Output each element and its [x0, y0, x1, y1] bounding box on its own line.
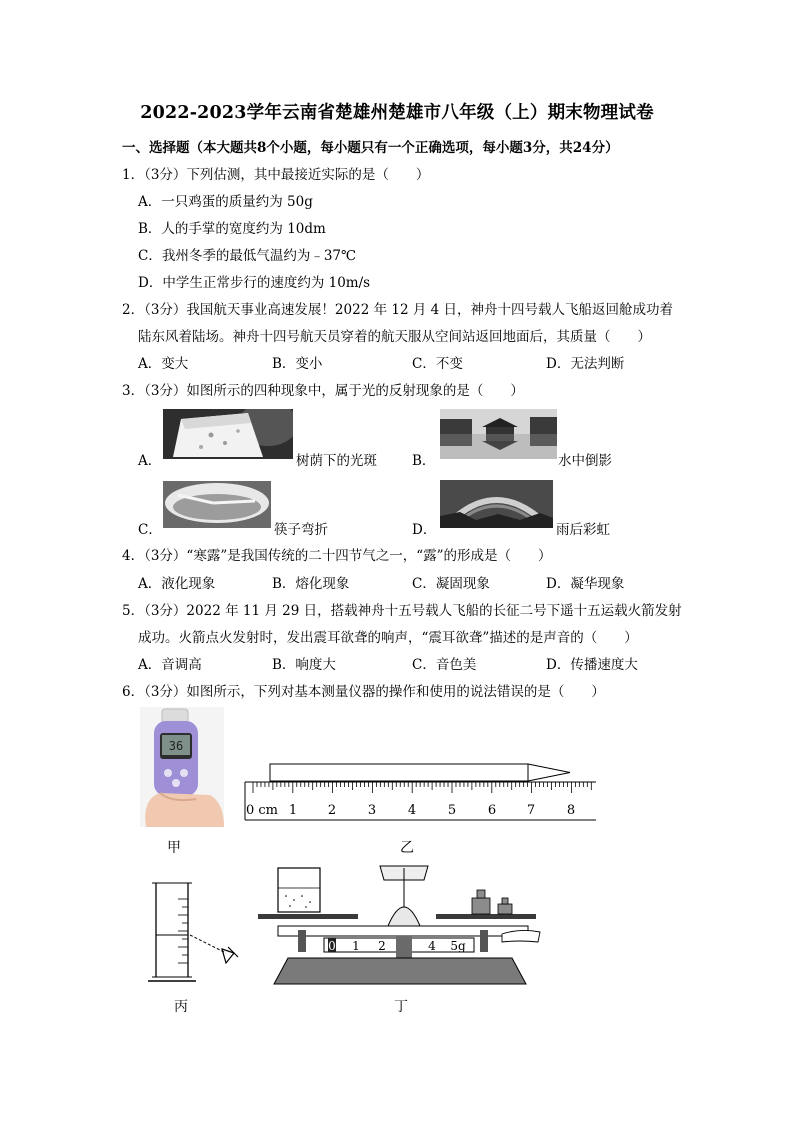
balance-number-2: 2 — [378, 939, 386, 953]
question-3-option-d-letter: D． — [412, 522, 437, 538]
question-5-option-c: C．音色美 — [412, 657, 477, 673]
question-1-option-b: B．人的手掌的宽度约为 10dm — [138, 221, 326, 237]
question-5-option-d: D．传播速度大 — [546, 657, 638, 673]
question-2-stem-line1: 2．（3分）我国航天事业高速发展！2022 年 12 月 4 日，神舟十四号载人飞船返回舱成功着 — [122, 302, 674, 318]
question-3-option-c-caption: 筷子弯折 — [274, 522, 328, 538]
thermometer-display: 36 — [168, 739, 184, 753]
label-bing: 丙 — [174, 999, 188, 1015]
label-ding: 丁 — [394, 999, 408, 1015]
question-3-option-a-caption: 树荫下的光斑 — [296, 453, 377, 469]
ruler-number-6: 6 — [487, 803, 497, 818]
infrared-thermometer-photo — [140, 707, 224, 827]
question-3-option-a-letter: A． — [138, 453, 162, 469]
label-yi: 乙 — [400, 840, 414, 856]
question-3-option-d-caption: 雨后彩虹 — [556, 522, 610, 538]
question-3-stem: 3．（3分）如图所示的四种现象中，属于光的反射现象的是（ ） — [122, 383, 524, 399]
question-5-stem-line2: 成功。火箭点火发射时，发出震耳欲聋的响声，“震耳欲聋”描述的是声音的（ ） — [138, 630, 638, 646]
question-5-option-b: B．响度大 — [272, 657, 336, 673]
question-5-stem-line1: 5．（3分）2022 年 11 月 29 日，搭载神舟十五号载人飞船的长征二号下遥十五运载火箭发射 — [122, 603, 682, 619]
question-3-option-b-letter: B． — [412, 453, 436, 469]
balance-number-4: 4 — [428, 939, 436, 953]
question-2-stem-line2: 陆东风着陆场。神舟十四号航天员穿着的航天服从空间站返回地面后，其质量（ ） — [138, 329, 651, 345]
question-2-option-c: C．不变 — [412, 356, 463, 372]
question-1-option-a: A．一只鸡蛋的质量约为 50g — [138, 194, 313, 210]
question-4-option-b: B．熔化现象 — [272, 576, 350, 592]
question-3-option-b-caption: 水中倒影 — [558, 453, 612, 469]
balance-number-1: 1 — [352, 939, 360, 953]
question-4-stem: 4．（3分）“寒露”是我国传统的二十四节气之一，“露”的形成是（ ） — [122, 548, 552, 564]
balance-diagram — [258, 860, 548, 990]
ruler-unit-label: 0 cm — [246, 803, 279, 818]
question-1-option-d: D．中学生正常步行的速度约为 10m/s — [138, 275, 371, 291]
question-1-stem: 1．（3分）下列估测，其中最接近实际的是（ ） — [122, 167, 430, 183]
rainbow-photo — [440, 480, 553, 528]
question-2-option-a: A．变大 — [138, 356, 189, 372]
ruler-number-1: 1 — [288, 803, 298, 818]
shade-light-spots-photo — [163, 409, 293, 459]
question-4-option-a: A．液化现象 — [138, 576, 216, 592]
question-2-option-d: D．无法判断 — [546, 356, 625, 372]
bent-chopsticks-photo — [163, 481, 271, 528]
balance-number-0: 0 — [328, 939, 336, 953]
question-4-option-d: D．凝华现象 — [546, 576, 625, 592]
ruler-number-2: 2 — [327, 803, 337, 818]
question-5-option-a: A．音调高 — [138, 657, 202, 673]
balance-number-5g: 5g — [450, 939, 466, 953]
label-jia: 甲 — [167, 840, 181, 856]
water-reflection-photo — [440, 409, 557, 459]
question-3-option-c-letter: C． — [138, 522, 162, 538]
question-6-stem: 6．（3分）如图所示，下列对基本测量仪器的操作和使用的说法错误的是（ ） — [122, 684, 605, 700]
ruler-number-7: 7 — [526, 803, 536, 818]
section-heading: 一、选择题（本大题共8个小题，每小题只有一个正确选项，每小题3分，共24分） — [122, 140, 619, 156]
ruler-diagram — [244, 762, 600, 822]
ruler-number-3: 3 — [367, 803, 377, 818]
ruler-number-5: 5 — [447, 803, 457, 818]
question-4-option-c: C．凝固现象 — [412, 576, 490, 592]
ruler-number-4: 4 — [407, 803, 417, 818]
question-1-option-c: C．我州冬季的最低气温约为﹣37℃ — [138, 248, 357, 264]
question-2-option-b: B．变小 — [272, 356, 323, 372]
measuring-cylinder-diagram — [148, 877, 244, 987]
page-title: 2022-2023学年云南省楚雄州楚雄市八年级（上）期末物理试卷 — [140, 103, 654, 123]
ruler-number-8: 8 — [566, 803, 576, 818]
